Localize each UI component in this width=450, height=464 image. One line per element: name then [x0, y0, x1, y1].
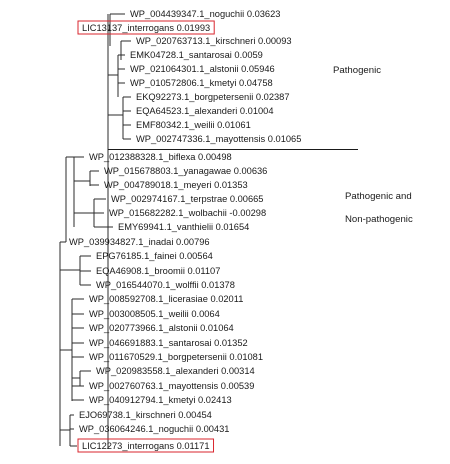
tree-leaf-label: EMK04728.1_santarosai 0.0059 — [130, 50, 263, 60]
tree-leaves — [69, 9, 301, 452]
tree-leaf-label: WP_015678803.1_yanagawae 0.00636 — [104, 166, 268, 176]
tree-leaf-label: WP_003008505.1_weilii 0.0064 — [89, 309, 220, 319]
tree-leaf-label: WP_036064246.1_noguchii 0.00431 — [79, 424, 230, 434]
tree-leaf-label: WP_002974167.1_terpstrae 0.00665 — [111, 194, 264, 204]
tree-leaf-label: EQA46908.1_broomii 0.01107 — [96, 266, 221, 276]
tree-leaf-label: WP_015682282.1_wolbachii -0.00298 — [109, 208, 267, 218]
tree-leaf-label: WP_020773966.1_alstonii 0.01064 — [89, 323, 234, 333]
tree-leaf-label: EMF80342.1_weilii 0.01061 — [136, 120, 251, 130]
tree-leaf-label: WP_020763713.1_kirschneri 0.00093 — [136, 36, 292, 46]
tree-leaf-label: WP_016544070.1_wolffii 0.01378 — [96, 280, 235, 290]
tree-leaf-label: EPG76185.1_fainei 0.00564 — [96, 251, 213, 261]
tree-leaf-label: WP_004789018.1_meyeri 0.01353 — [104, 180, 248, 190]
tree-leaf-label: WP_020983558.1_alexanderi 0.00314 — [96, 366, 255, 376]
tree-leaf-label: WP_012388328.1_biflexa 0.00498 — [89, 152, 232, 162]
tree-leaf-label: EJO69738.1_kirschneri 0.00454 — [79, 410, 212, 420]
tree-leaf-label: WP_010572806.1_kmetyi 0.04758 — [130, 78, 273, 88]
tree-leaf-label: WP_021064301.1_alstonii 0.05946 — [130, 64, 275, 74]
tree-leaf-label: WP_008592708.1_licerasiae 0.02011 — [89, 294, 244, 304]
tree-leaf-label: WP_004439347.1_noguchii 0.03623 — [130, 9, 281, 19]
tree-leaf-label: WP_002760763.1_mayottensis 0.00539 — [89, 381, 255, 391]
tree-leaf-label: WP_011670529.1_borgpetersenii 0.01081 — [89, 352, 264, 362]
tree-leaf-label: EQA64523.1_alexanderi 0.01004 — [136, 106, 274, 116]
tree-leaf-label: EKQ92273.1_borgpetersenii 0.02387 — [136, 92, 290, 102]
tree-leaf-label: EMY69941.1_vanthielii 0.01654 — [118, 222, 250, 232]
group-label-mixed-line1: Pathogenic and — [345, 191, 412, 202]
group-label-pathogenic: Pathogenic — [333, 65, 382, 76]
group-label-mixed-line2: Non-pathogenic — [345, 214, 413, 225]
tree-leaf-label: WP_046691883.1_santarosai 0.01352 — [89, 338, 248, 348]
tree-leaf-label: WP_039934827.1_inadai 0.00796 — [69, 237, 210, 247]
tree-leaf-label: WP_040912794.1_kmetyi 0.02413 — [89, 395, 232, 405]
tree-leaf-label: LIC13137_interrogans 0.01993 — [82, 23, 211, 33]
tree-leaf-label: WP_002747336.1_mayottensis 0.01065 — [136, 134, 302, 144]
tree-leaf-label: LIC12273_interrogans 0.01171 — [82, 441, 210, 451]
